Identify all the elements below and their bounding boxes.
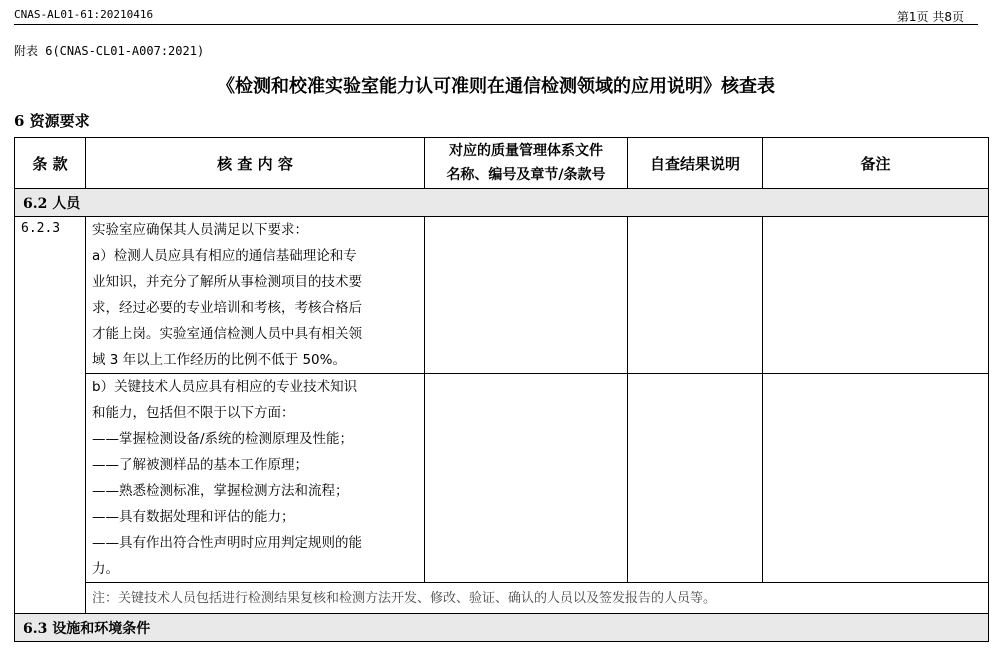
clause-number: 6.2.3 [15,217,86,614]
table-row [15,374,989,583]
header-quality-docs-line2: 名称、编号及章节/条款号 [446,167,606,183]
header-quality-docs-line1: 对应的质量管理体系文件 [449,143,603,159]
section-row-6-2 [15,189,989,217]
header-clause: 条 款 [15,138,86,189]
quality-doc-cell-b[interactable] [425,374,628,583]
header-content: 核 查 内 容 [86,138,425,189]
content-line: 和能力，包括但不限于以下方面： [92,405,295,421]
header-quality-docs [425,138,628,189]
content-line: 力。 [92,561,119,577]
content-line: 才能上岗。实验室通信检测人员中具有相关领 [92,326,362,342]
section-row-6-3 [15,614,989,642]
content-line: 求，经过必要的专业培训和考核，考核合格后 [92,300,362,316]
self-check-cell-a[interactable] [628,217,763,374]
section-label-6-2: 6.2 人员 [15,189,989,217]
annex-label: 附表 6(CNAS-CL01-A007:2021) [14,44,205,58]
page-info: 第1页 共8页 [896,10,964,24]
content-line: ——了解被测样品的基本工作原理； [92,457,308,473]
content-item-a [86,217,425,374]
section-label-6-3: 6.3 设施和环境条件 [15,614,989,642]
content-line: ——具有作出符合性声明时应用判定规则的能 [92,535,362,551]
header-remark: 备注 [763,138,989,189]
content-item-b [86,374,425,583]
table-header-row [15,138,989,189]
note-text: 注：关键技术人员包括进行检测结果复核和检测方法开发、修改、验证、确认的人员以及签发报告的人员等。 [86,583,989,614]
remark-cell-a[interactable] [763,217,989,374]
content-line: a）检测人员应具有相应的通信基础理论和专 [92,248,357,264]
content-line: ——具有数据处理和评估的能力； [92,509,295,525]
content-line: b）关键技术人员应具有相应的专业技术知识 [92,379,358,395]
section-title: 6 资源要求 [14,112,90,130]
quality-doc-cell-a[interactable] [425,217,628,374]
page-title: 《检测和校准实验室能力认可准则在通信检测领域的应用说明》核查表 [217,76,775,97]
remark-cell-b[interactable] [763,374,989,583]
note-row [15,583,989,614]
content-line: ——掌握检测设备/系统的检测原理及性能； [92,431,354,447]
content-line: 业知识，并充分了解所从事检测项目的技术要 [92,274,362,290]
content-line: 域 3 年以上工作经历的比例不低于 50%。 [92,352,346,368]
checklist-table [14,137,989,642]
header-divider [14,24,978,25]
self-check-cell-b[interactable] [628,374,763,583]
document-code: CNAS-AL01-61:20210416 [14,8,154,21]
content-line: 实验室应确保其人员满足以下要求： [92,222,308,238]
content-line: ——熟悉检测标准，掌握检测方法和流程； [92,483,349,499]
table-row [15,217,989,374]
header-self-check: 自查结果说明 [628,138,763,189]
